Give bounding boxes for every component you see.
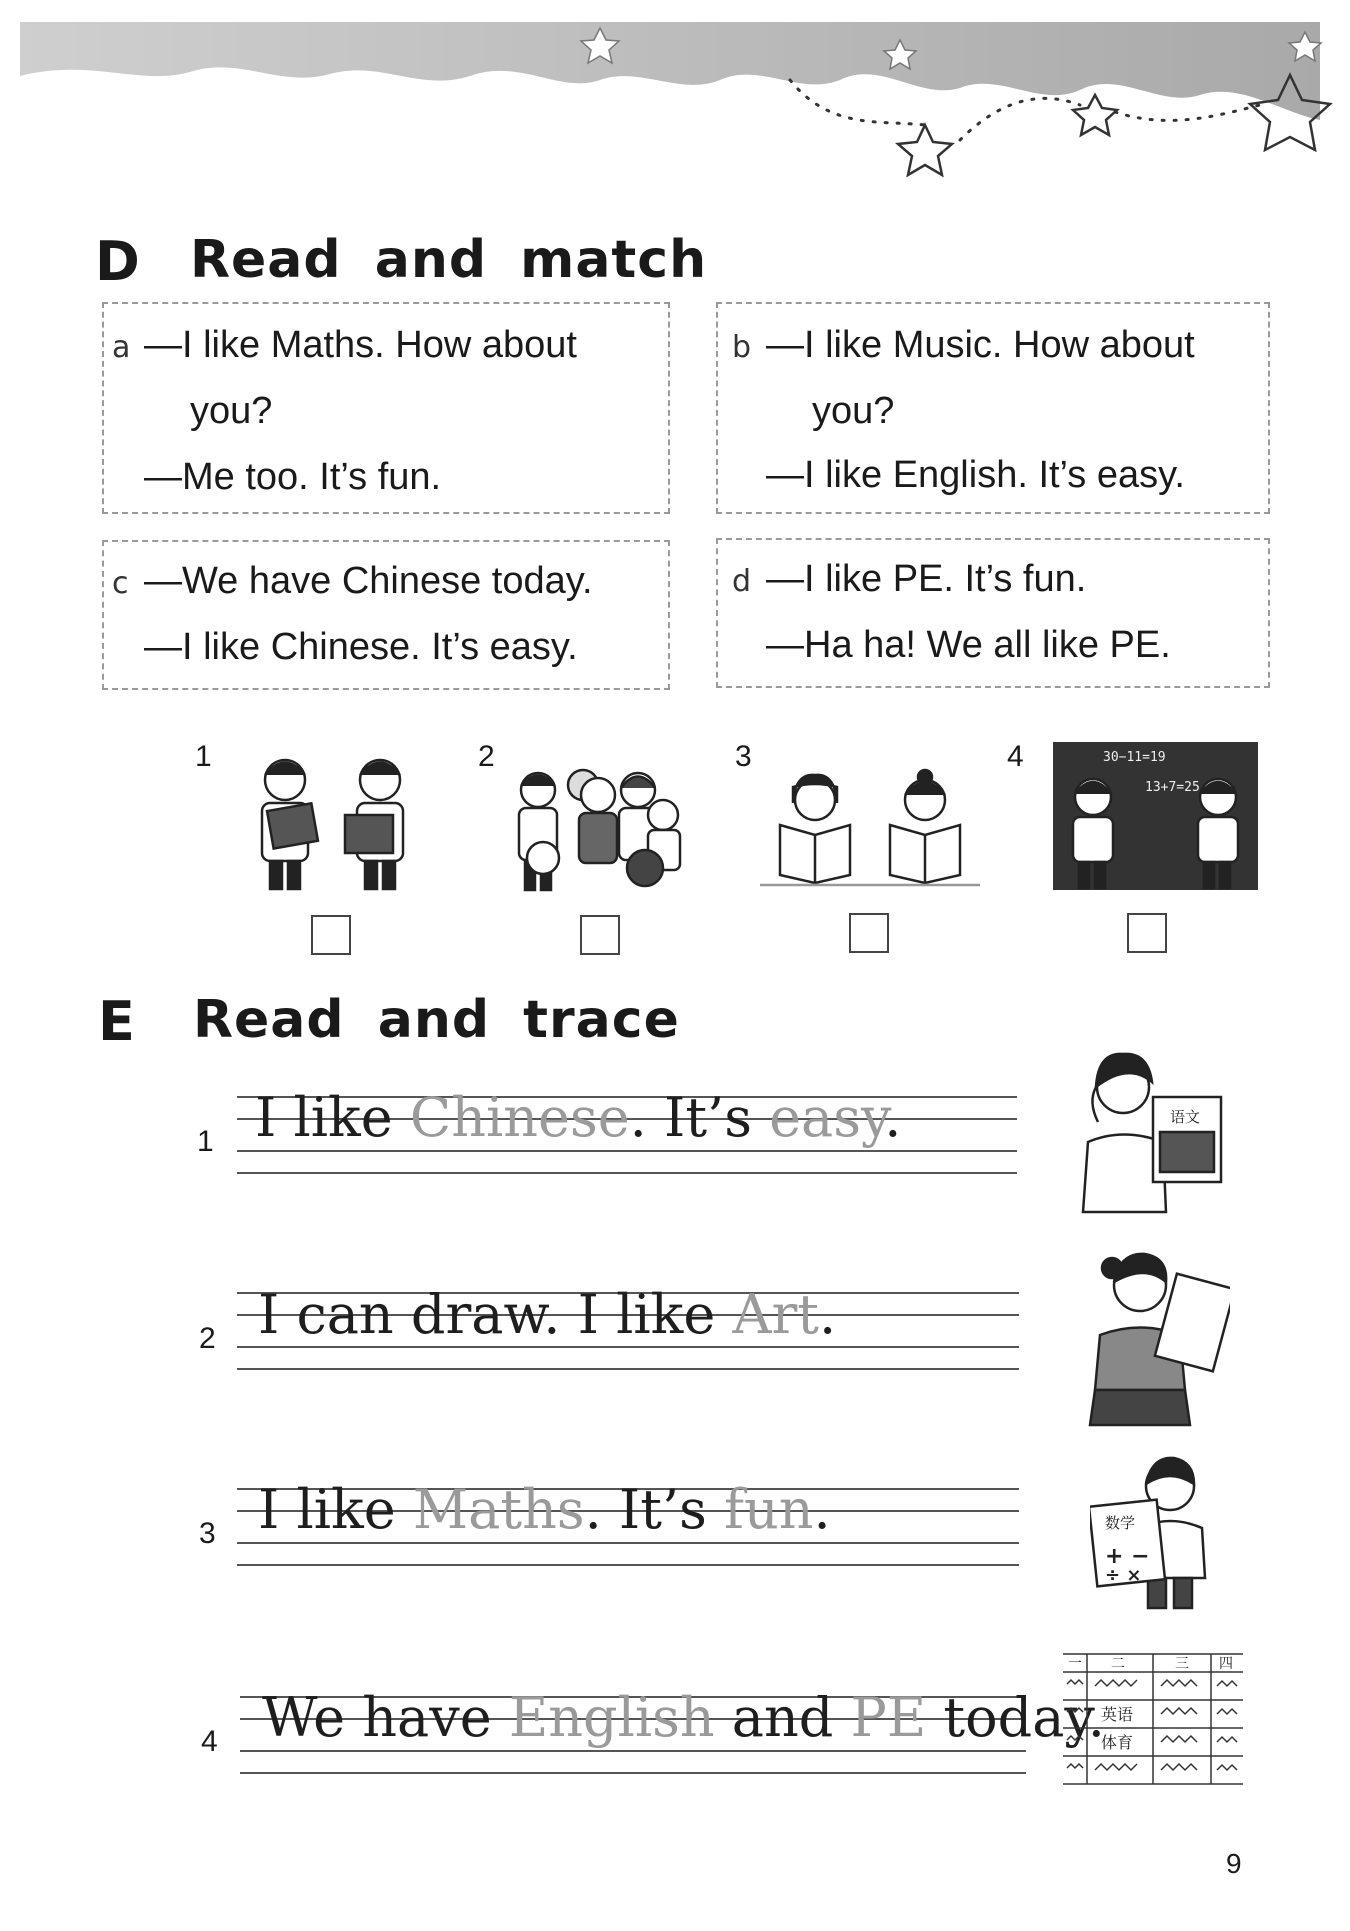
dialogue-line: —We have Chinese today. xyxy=(144,560,593,602)
answer-box-3[interactable] xyxy=(849,913,889,953)
svg-text:÷ ×: ÷ × xyxy=(1105,1565,1142,1586)
picture-boys-maths-board xyxy=(1053,742,1258,890)
trace-sentence-4[interactable]: We have English and PE today. xyxy=(262,1686,1105,1749)
trace-number: 4 xyxy=(201,1725,218,1758)
ruled-line xyxy=(237,1368,1019,1370)
dialogue-letter: a xyxy=(112,330,131,365)
dialogue-letter: d xyxy=(732,564,752,599)
timetable-cell: 英语 xyxy=(1101,1705,1134,1724)
star-outline-icon xyxy=(898,125,952,175)
trace-sentence-2[interactable]: I can draw. I like Art. xyxy=(258,1283,837,1346)
dialogue-letter: b xyxy=(732,330,752,365)
picture-boy-maths-book xyxy=(1090,1448,1220,1613)
trace-sentence-1[interactable]: I like Chinese. It’s easy. xyxy=(255,1086,902,1149)
picture-number: 1 xyxy=(195,740,212,773)
timetable-cell: 体育 xyxy=(1101,1733,1134,1752)
ruled-line xyxy=(240,1750,1026,1752)
book-label: 数学 xyxy=(1105,1514,1136,1532)
dialogue-box-d xyxy=(716,538,1270,688)
picture-number: 4 xyxy=(1007,740,1024,773)
section-d-letter: D xyxy=(95,230,140,293)
dialogue-line: —Me too. It’s fun. xyxy=(144,456,442,498)
picture-girl-chinese-book xyxy=(1068,1042,1228,1217)
board-text: 13+7=25 xyxy=(1145,780,1200,795)
trace-number: 2 xyxy=(199,1322,216,1355)
picture-two-boys-music xyxy=(240,745,430,895)
trace-sentence-3[interactable]: I like Maths. It’s fun. xyxy=(258,1478,831,1541)
answer-box-4[interactable] xyxy=(1127,913,1167,953)
dialogue-box-b xyxy=(716,302,1270,514)
dialogue-line: you? xyxy=(190,390,273,432)
section-e-letter: E xyxy=(98,990,135,1053)
dialogue-line: —Ha ha! We all like PE. xyxy=(766,624,1171,666)
picture-number: 3 xyxy=(735,740,752,773)
picture-girls-reading xyxy=(760,765,980,890)
timetable-header: 四 xyxy=(1219,1656,1233,1672)
section-e-title: Read and trace xyxy=(193,990,680,1050)
dialogue-box-c xyxy=(102,540,670,690)
svg-text:+ −: + − xyxy=(1105,1544,1150,1569)
star-outline-icon xyxy=(1073,95,1117,135)
picture-girl-drawing xyxy=(1070,1240,1230,1430)
answer-box-1[interactable] xyxy=(311,915,351,955)
timetable-header: 二 xyxy=(1111,1656,1125,1672)
answer-box-2[interactable] xyxy=(580,915,620,955)
board-text: 30−11=19 xyxy=(1103,750,1166,765)
dialogue-letter: c xyxy=(112,566,129,601)
ruled-line xyxy=(237,1172,1017,1174)
dialogue-line: —I like Maths. How about xyxy=(144,324,577,366)
picture-number: 2 xyxy=(478,740,495,773)
dialogue-line: —I like Chinese. It’s easy. xyxy=(144,626,578,668)
dialogue-line: —I like English. It’s easy. xyxy=(766,454,1185,496)
trace-number: 3 xyxy=(199,1517,216,1550)
dialogue-line: you? xyxy=(812,390,895,432)
book-label: 语文 xyxy=(1170,1108,1201,1126)
section-d-title: Read and match xyxy=(190,230,708,290)
picture-kids-with-balls xyxy=(503,760,698,895)
picture-timetable xyxy=(1063,1652,1243,1792)
ruled-line xyxy=(237,1542,1019,1544)
dialogue-line: —I like PE. It’s fun. xyxy=(766,558,1087,600)
ruled-line xyxy=(237,1150,1017,1152)
dialogue-box-a xyxy=(102,302,670,514)
timetable-header: 一 xyxy=(1068,1656,1082,1672)
ruled-line xyxy=(237,1346,1019,1348)
timetable-header: 三 xyxy=(1175,1656,1189,1672)
ruled-line xyxy=(240,1772,1026,1774)
dialogue-line: —I like Music. How about xyxy=(766,324,1195,366)
header-banner xyxy=(0,0,1350,190)
page-number: 9 xyxy=(1226,1848,1242,1879)
trace-number: 1 xyxy=(197,1125,214,1158)
ruled-line xyxy=(237,1564,1019,1566)
